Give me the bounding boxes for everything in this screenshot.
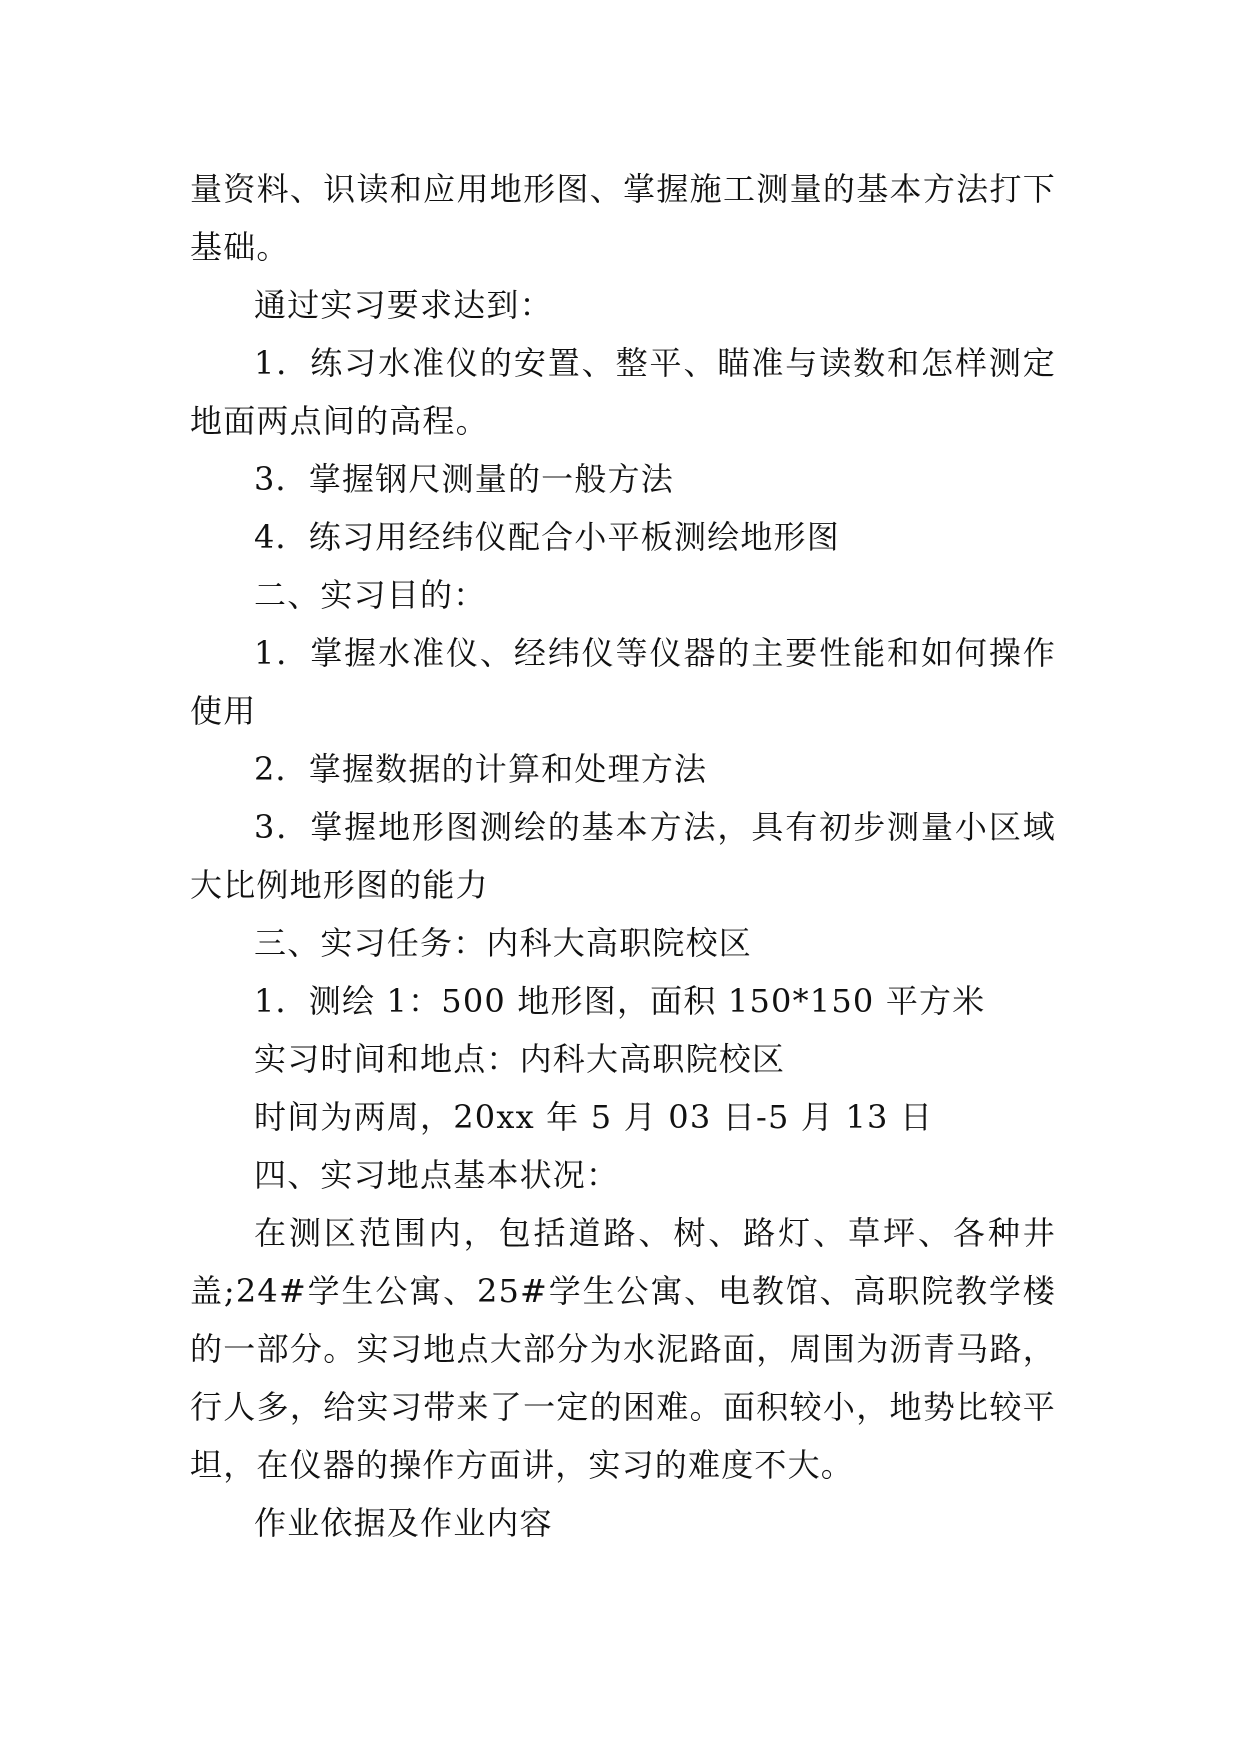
paragraph-time-place: 实习时间和地点：内科大高职院校区 bbox=[254, 1040, 786, 1078]
paragraph-requirement-1: 1．练习水准仪的安置、整平、瞄准与读数和怎样测定地面两点间的高程。 bbox=[190, 344, 1056, 440]
heading-site-conditions: 四、实习地点基本状况： bbox=[254, 1156, 620, 1194]
document-body bbox=[190, 160, 1056, 1552]
paragraph-requirement-3: 3．掌握钢尺测量的一般方法 bbox=[254, 460, 674, 498]
paragraph-purpose-2: 2．掌握数据的计算和处理方法 bbox=[254, 750, 708, 788]
paragraph-site-description: 在测区范围内，包括道路、树、路灯、草坪、各种井盖;24#学生公寓、25#学生公寓、电教馆、高职院教学楼的一部分。实习地点大部分为水泥路面，周围为沥青马路，行人多，给实习带来了一定的困难。面积较小，地势比较平坦，在仪器的操作方面讲，实习的难度不大。 bbox=[190, 1214, 1056, 1484]
paragraph-duration: 时间为两周，20xx 年 5 月 03 日-5 月 13 日 bbox=[254, 1098, 934, 1136]
heading-basis-content: 作业依据及作业内容 bbox=[254, 1504, 553, 1542]
paragraph-requirements-intro: 通过实习要求达到： bbox=[254, 286, 553, 324]
paragraph-purpose-1: 1．掌握水准仪、经纬仪等仪器的主要性能和如何操作使用 bbox=[190, 634, 1056, 730]
paragraph-purpose-3: 3．掌握地形图测绘的基本方法，具有初步测量小区域大比例地形图的能力 bbox=[190, 808, 1056, 904]
paragraph-task-1: 1．测绘 1：500 地形图，面积 150*150 平方米 bbox=[254, 982, 986, 1020]
paragraph-requirement-4: 4．练习用经纬仪配合小平板测绘地形图 bbox=[254, 518, 840, 556]
paragraph-continuation: 量资料、识读和应用地形图、掌握施工测量的基本方法打下基础。 bbox=[190, 170, 1056, 266]
heading-task: 三、实习任务：内科大高职院校区 bbox=[254, 924, 753, 962]
heading-purpose: 二、实习目的： bbox=[254, 576, 487, 614]
